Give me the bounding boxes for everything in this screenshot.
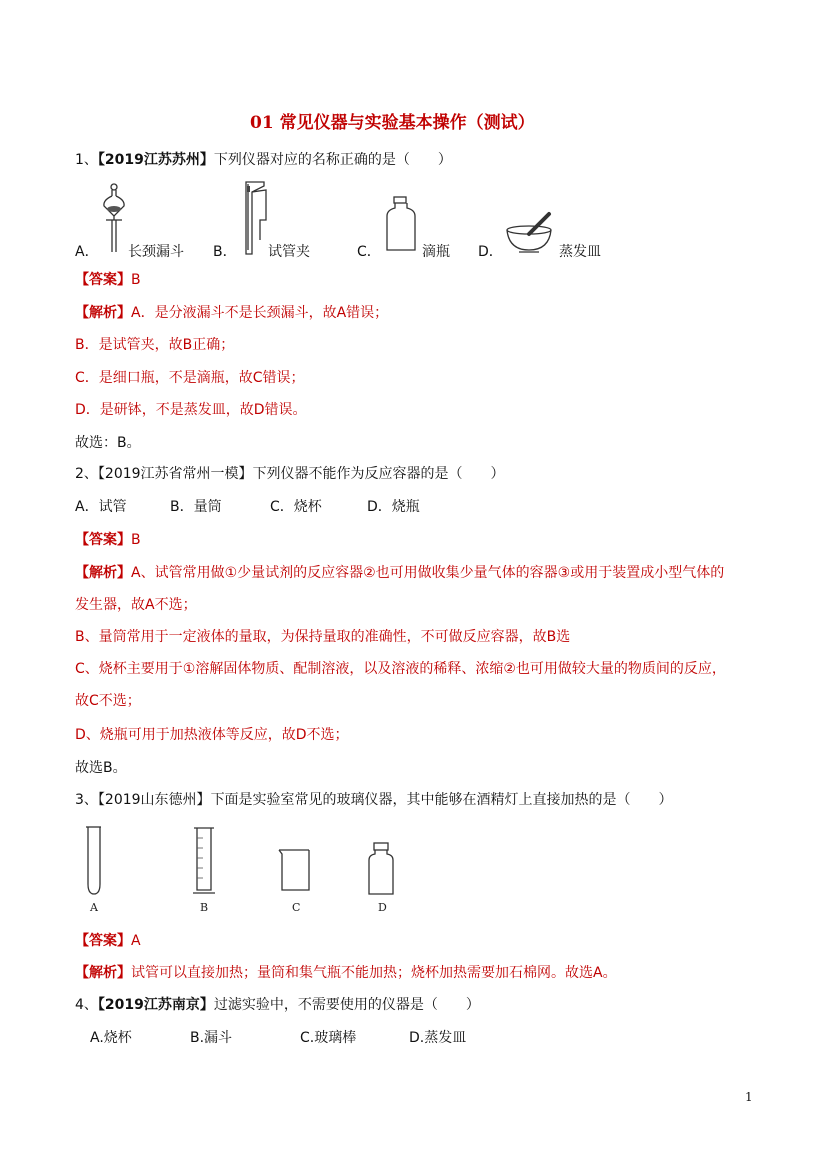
analysis-line <box>75 964 617 982</box>
question-text: 下面是实验室常见的玻璃仪器，其中能够在酒精灯上直接加热的是（ ） <box>210 792 673 808</box>
analysis-line <box>75 304 388 322</box>
option-a-name: 长颈漏斗 <box>128 244 184 260</box>
question-4-stem <box>75 996 480 1014</box>
option-a: A.烧杯 <box>90 1030 132 1046</box>
question-1-stem <box>75 151 452 169</box>
option-b: B.漏斗 <box>190 1030 233 1046</box>
option-a <box>75 243 99 261</box>
page-title: 01 常见仪器与实验基本操作（测试） <box>250 113 535 133</box>
analysis-line: 故C不选； <box>75 693 141 709</box>
separatory-funnel-icon <box>100 182 130 254</box>
analysis-line: D、烧瓶可用于加热液体等反应，故D不选； <box>75 727 349 743</box>
question-number: 3、 <box>75 792 98 808</box>
analysis-line: C．是细口瓶，不是滴瓶，故C错误； <box>75 370 305 386</box>
conclusion: 故选：B。 <box>75 435 141 451</box>
answer-label: 【答案】 <box>75 532 131 548</box>
figure-label-c: C <box>292 901 301 914</box>
analysis-line: B．是试管夹，故B正确； <box>75 337 235 353</box>
option-a: A．试管 <box>75 499 127 515</box>
figure-label-d: D <box>378 901 387 914</box>
answer-value: B <box>131 272 141 288</box>
analysis-line <box>75 564 724 582</box>
analysis-text: A、试管常用做①少量试剂的反应容器②也可用做收集少量气体的容器③或用于装置成小型气体的 <box>131 565 725 581</box>
option-d: D． <box>478 244 503 260</box>
question-text: 下列仪器对应的名称正确的是（ ） <box>213 152 452 168</box>
conclusion: 故选B。 <box>75 760 127 776</box>
option-c: C．烧杯 <box>270 499 322 515</box>
answer-value: A <box>131 933 141 949</box>
figure-label-a: A <box>90 901 98 914</box>
question-text: 过滤实验中，不需要使用的仪器是（ ） <box>213 997 480 1013</box>
question-3-stem <box>75 791 673 809</box>
answer-line <box>75 531 141 549</box>
question-source: 【2019江苏南京】 <box>97 997 214 1013</box>
option-c: C． <box>357 244 381 260</box>
gas-jar-icon <box>366 842 396 896</box>
question-number: 1、 <box>75 152 98 168</box>
answer-line <box>75 932 141 950</box>
option-b: B． <box>213 244 237 260</box>
mortar-pestle-icon <box>505 208 563 254</box>
page-number: 1 <box>745 1090 753 1104</box>
analysis-line: B、量筒常用于一定液体的量取，为保持量取的准确性，不可做反应容器，故B选 <box>75 629 571 645</box>
option-b: B．量筒 <box>170 499 222 515</box>
answer-label: 【答案】 <box>75 933 131 949</box>
option-letter: A． <box>75 244 99 260</box>
question-number: 2、 <box>75 466 98 482</box>
analysis-line: D．是研钵，不是蒸发皿，故D错误。 <box>75 402 307 418</box>
question-text: 下列仪器不能作为反应容器的是（ ） <box>252 466 505 482</box>
question-2-stem <box>75 465 505 483</box>
analysis-label: 【解析】 <box>75 565 131 581</box>
answer-label: 【答案】 <box>75 272 131 288</box>
option-d-name: 蒸发皿 <box>559 244 601 260</box>
question-source: 【2019江苏苏州】 <box>97 152 214 168</box>
figure-label-b: B <box>200 901 209 914</box>
analysis-label: 【解析】 <box>75 965 131 981</box>
question-source: 【2019江苏省常州一模】 <box>97 466 253 482</box>
question-source: 【2019山东德州】 <box>97 792 211 808</box>
analysis-label: 【解析】 <box>75 305 131 321</box>
option-b-name: 试管夹 <box>268 244 310 260</box>
narrow-mouth-bottle-icon <box>383 196 419 254</box>
analysis-line: 发生器，故A不选； <box>75 597 197 613</box>
option-d: D．烧瓶 <box>367 499 420 515</box>
beaker-icon <box>277 848 313 894</box>
analysis-text: A．是分液漏斗不是长颈漏斗，故A错误； <box>131 305 389 321</box>
test-tube-icon <box>84 826 104 896</box>
answer-line <box>75 271 141 289</box>
answer-value: B <box>131 532 141 548</box>
graduated-cylinder-icon <box>192 826 216 896</box>
question-number: 4、 <box>75 997 98 1013</box>
option-c: C.玻璃棒 <box>300 1030 357 1046</box>
option-d: D.蒸发皿 <box>409 1030 467 1046</box>
option-c-name: 滴瓶 <box>422 244 450 260</box>
analysis-text: 试管可以直接加热；量筒和集气瓶不能加热；烧杯加热需要加石棉网。故选A。 <box>131 965 617 981</box>
analysis-line: C、烧杯主要用于①溶解固体物质、配制溶液，以及溶液的稀释、浓缩②也可用做较大量的物质间的反应， <box>75 661 726 677</box>
